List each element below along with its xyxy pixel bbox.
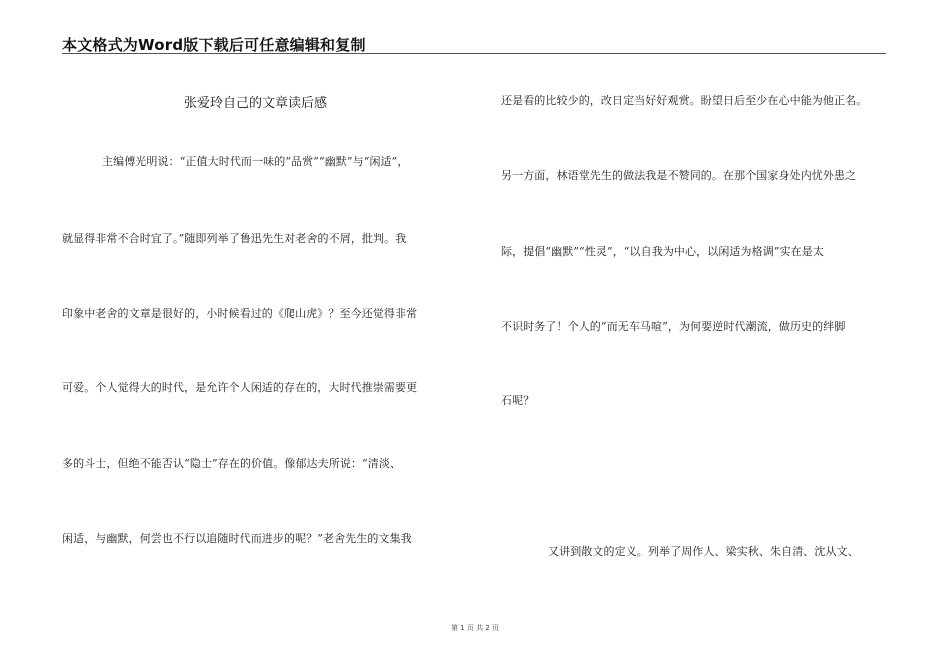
left-line-5: 多的斗士，但绝不能否认“隐士”存在的价值。像郁达夫所说：“清淡、 xyxy=(62,457,402,470)
left-line-4: 可爱。个人觉得大的时代，是允许个人闲适的存在的，大时代推崇需要更 xyxy=(62,381,418,394)
right-line-1: 还是看的比较少的，改日定当好好观赏。盼望日后至少在心中能为他正名。 xyxy=(501,94,868,107)
left-line-6: 闲适，与幽默，何尝也不行以追随时代而进步的呢？”老舍先生的文集我 xyxy=(62,532,412,545)
header-divider xyxy=(62,53,886,54)
right-line-3: 际，提倡“幽默”“性灵”，“以自我为中心，以闲适为格调”实在是太 xyxy=(501,245,824,258)
page-number: 第 1 页 共 2 页 xyxy=(450,624,500,632)
right-line-2: 另一方面，林语堂先生的做法我是不赞同的。在那个国家身处内忧外患之 xyxy=(501,169,857,182)
right-line-4: 不识时务了！个人的“而无车马喧”，为何要逆时代潮流，做历史的绊脚 xyxy=(501,320,846,333)
document-title: 张爱玲自己的文章读后感 xyxy=(184,96,328,111)
left-line-2: 就显得非常不合时宜了。”随即列举了鲁迅先生对老舍的不屑，批判。我 xyxy=(62,232,407,245)
left-line-1: 主编傅光明说：“正值大时代而一味的“品赏”“幽默”与“闲适”， xyxy=(102,155,409,168)
left-line-3: 印象中老舍的文章是很好的，小时候看过的《爬山虎》？至今还觉得非常 xyxy=(62,307,418,320)
right-line-6: 又讲到散文的定义。列举了周作人、梁实秋、朱自清、沈从文、 xyxy=(548,545,859,558)
right-line-5: 石呢？ xyxy=(501,394,535,407)
document-banner: 本文格式为Word版下载后可任意编辑和复制 xyxy=(62,36,366,54)
